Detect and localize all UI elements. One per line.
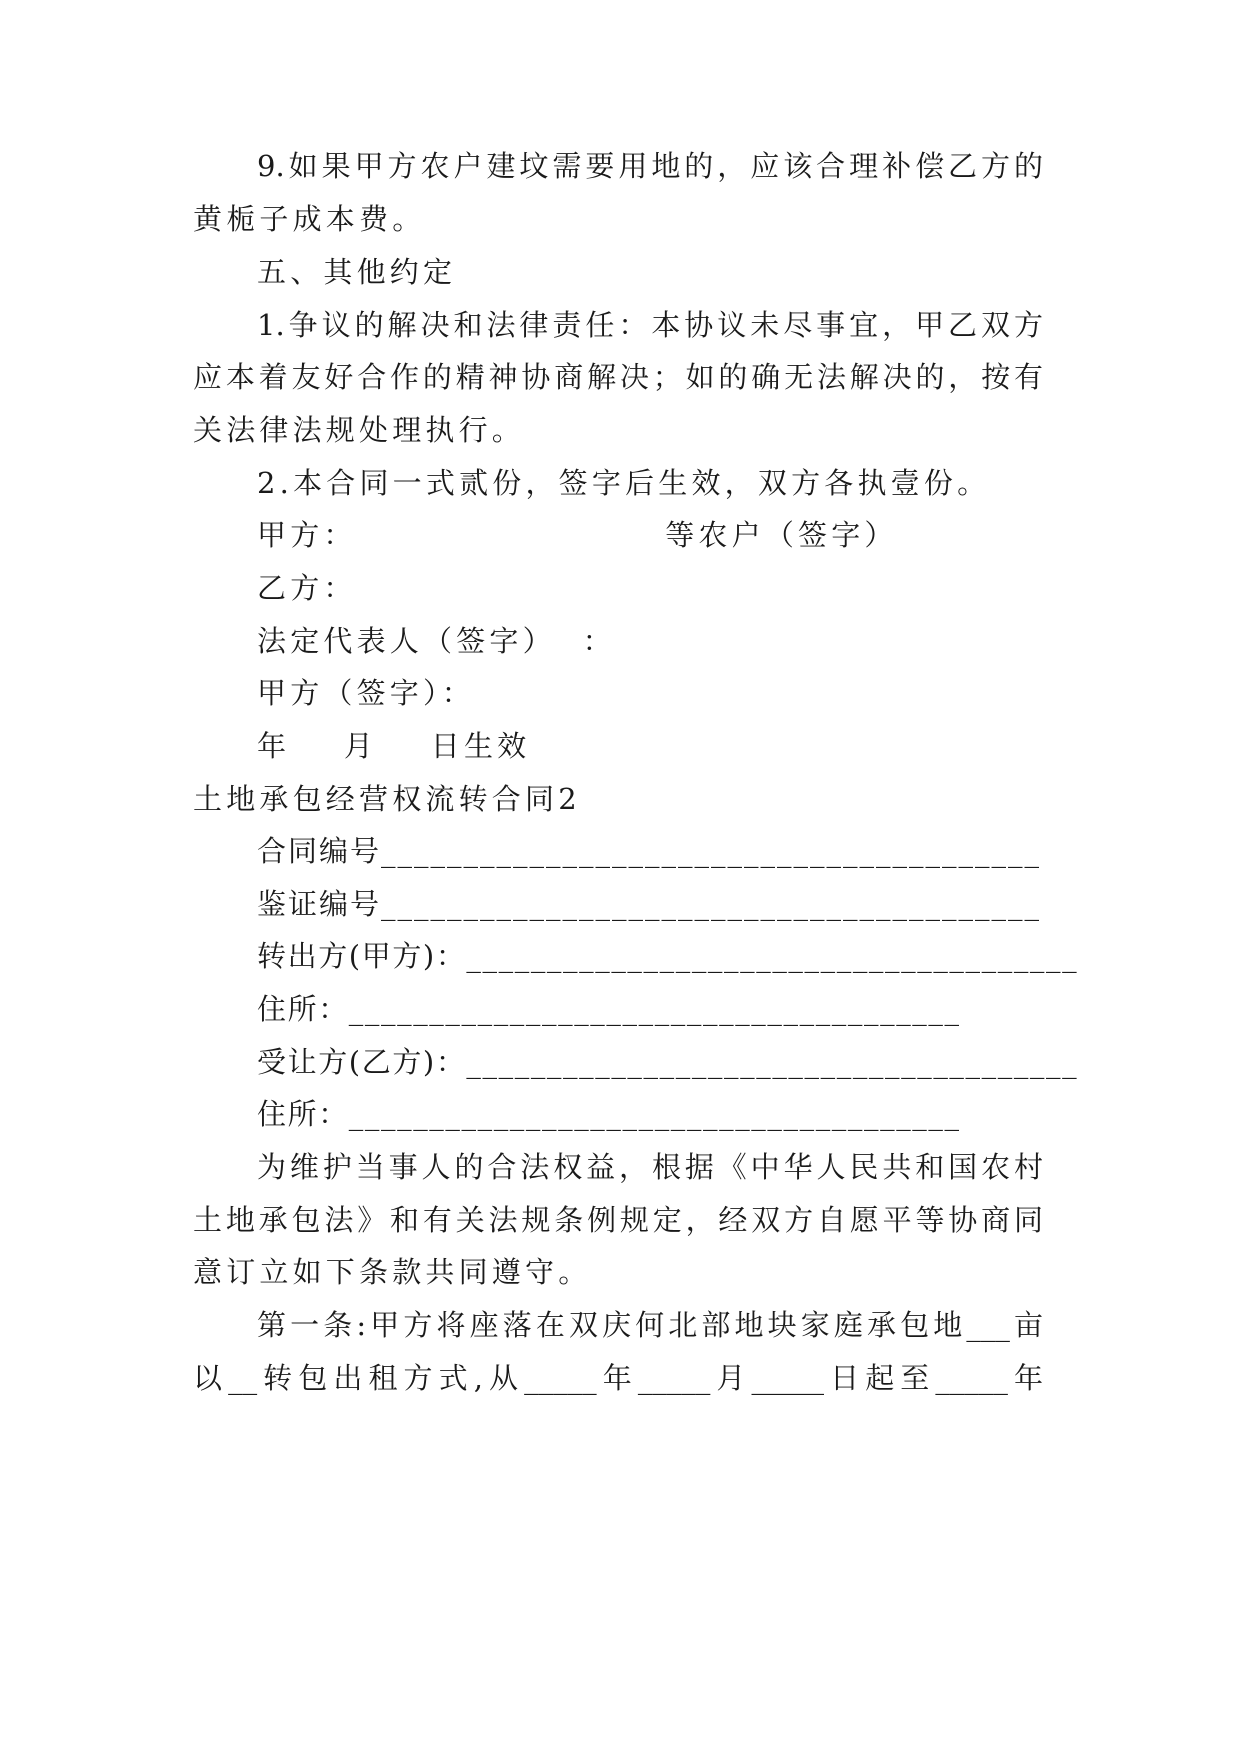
transferee-field: 受让方(乙方)：______________________________________ bbox=[257, 1045, 1079, 1079]
verification-number-field: 鉴证编号________________________________________ bbox=[257, 887, 1042, 921]
paragraph-line: 2.本合同一式贰份，签字后生效，双方各执壹份。 bbox=[257, 466, 991, 500]
document-title: 土地承包经营权流转合同2 bbox=[193, 782, 581, 816]
paragraph-line: 1.争议的解决和法律责任：本协议未尽事宜，甲乙双方 bbox=[257, 308, 1043, 342]
transferee-address-field: 住所：______________________________________ bbox=[257, 1097, 961, 1131]
signature-line-party-a-sign: 甲方（签字）： bbox=[257, 676, 475, 710]
transferor-field: 转出方(甲方)：______________________________________ bbox=[257, 939, 1079, 973]
paragraph-line: 为维护当事人的合法权益，根据《中华人民共和国农村 bbox=[257, 1150, 1043, 1184]
transferor-address-field: 住所：______________________________________ bbox=[257, 992, 961, 1026]
paragraph-line: 土地承包法》和有关法规条例规定，经双方自愿平等协商同 bbox=[193, 1203, 1043, 1237]
effective-date-line: 年 月 日生效 bbox=[257, 729, 531, 763]
article-1-line: 以__转包出租方式,从_____年_____月_____日起至_____年 bbox=[193, 1361, 1043, 1395]
signature-line-legal-rep: 法定代表人（签字） ： bbox=[257, 624, 616, 658]
section-heading: 五、其他约定 bbox=[257, 255, 457, 289]
paragraph-line: 意订立如下条款共同遵守。 bbox=[193, 1255, 592, 1289]
paragraph-line: 黄栀子成本费。 bbox=[193, 202, 426, 236]
article-1-line: 第一条:甲方将座落在双庆何北部地块家庭承包地___亩 bbox=[257, 1308, 1043, 1342]
paragraph-line: 9.如果甲方农户建坟需要用地的，应该合理补偿乙方的 bbox=[257, 149, 1043, 183]
contract-number-field: 合同编号________________________________________ bbox=[257, 834, 1042, 868]
signature-line-party-a: 甲方： 等农户（签字） bbox=[257, 518, 898, 552]
signature-line-party-b: 乙方： bbox=[257, 571, 357, 605]
paragraph-line: 应本着友好合作的精神协商解决；如的确无法解决的，按有 bbox=[193, 360, 1043, 394]
paragraph-line: 关法律法规处理执行。 bbox=[193, 413, 526, 447]
